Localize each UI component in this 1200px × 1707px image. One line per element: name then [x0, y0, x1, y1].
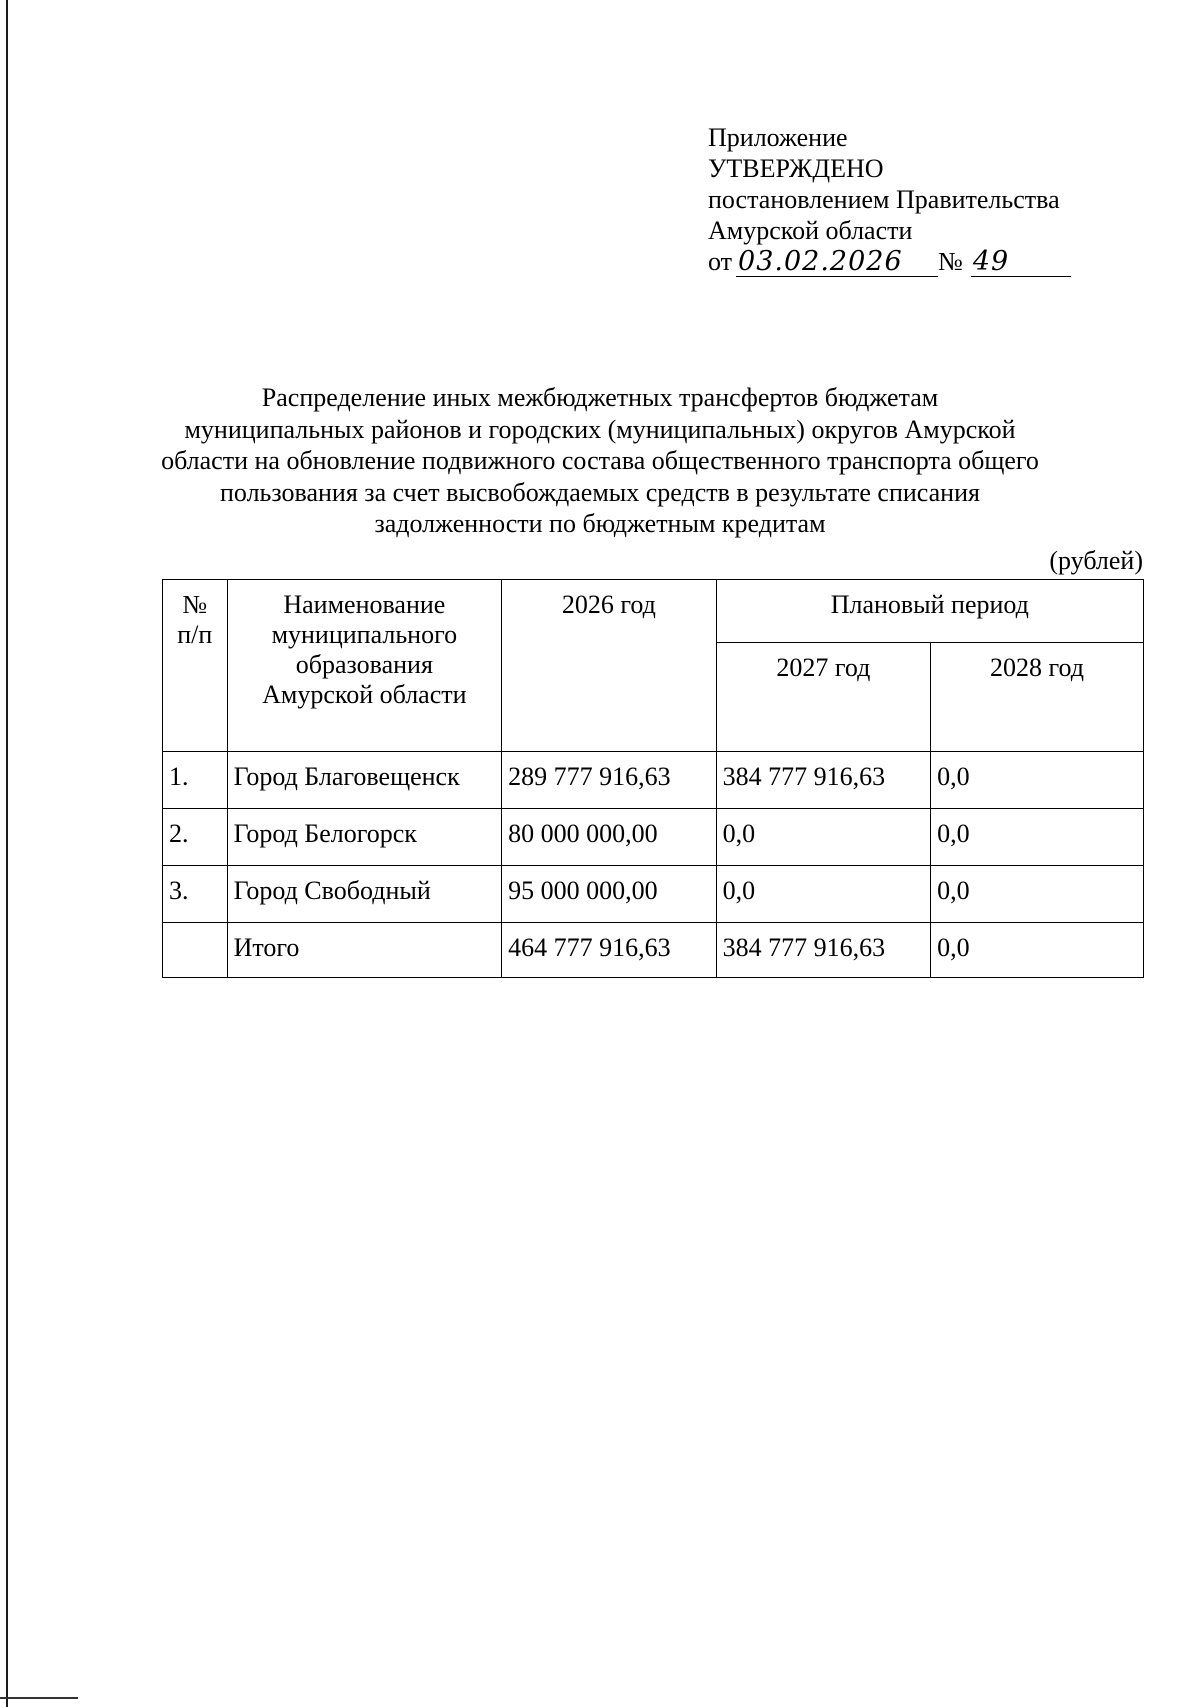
cell-2026: 80 000 000,00	[502, 809, 716, 866]
header-municipality-line: муниципального	[271, 620, 458, 649]
handwritten-number: 49	[971, 248, 1071, 277]
title-line: пользования за счет высвобождаемых средств в результате списания	[220, 477, 980, 507]
approval-block	[708, 122, 1071, 277]
header-municipality-line: Наименование	[283, 590, 446, 619]
cell-municipality: Город Белогорск	[227, 809, 502, 866]
cell-total-2028: 0,0	[931, 923, 1144, 978]
header-municipality-line: образования	[295, 650, 433, 679]
cell-2028: 0,0	[931, 809, 1144, 866]
header-year-2027: 2027 год	[716, 643, 930, 752]
approval-from-prefix: от	[708, 247, 733, 276]
cell-number: 2.	[163, 809, 228, 866]
table-row	[163, 809, 1144, 866]
scan-footer-mark	[0, 1697, 78, 1699]
cell-2027: 0,0	[716, 866, 930, 923]
unit-label: (рублей)	[1049, 546, 1143, 575]
table-header-row	[163, 580, 1144, 643]
handwritten-date: 03.02.2026	[736, 248, 938, 277]
table-row	[163, 866, 1144, 923]
header-planned-period: Плановый период	[716, 580, 1143, 643]
header-year-2028: 2028 год	[931, 643, 1144, 752]
header-number	[163, 580, 228, 752]
cell-number: 1.	[163, 752, 228, 809]
document-title	[150, 382, 1050, 540]
title-line: муниципальных районов и городских (муниципальных) округов Амурской	[184, 414, 1016, 444]
title-line: Распределение иных межбюджетных трансфертов бюджетам	[261, 383, 939, 412]
table-row	[163, 752, 1144, 809]
cell-2026: 95 000 000,00	[502, 866, 716, 923]
header-municipality	[227, 580, 502, 752]
cell-2028: 0,0	[931, 752, 1144, 809]
header-year-2026: 2026 год	[502, 580, 716, 752]
scan-page-edge	[6, 0, 8, 1707]
cell-municipality: Город Благовещенск	[227, 752, 502, 809]
approval-appendix-label: Приложение	[708, 123, 848, 152]
number-sign: №	[938, 247, 963, 276]
cell-total-2026: 464 777 916,63	[502, 923, 716, 978]
header-number-line: №	[182, 590, 208, 619]
cell-2027: 0,0	[716, 809, 930, 866]
cell-total-2027: 384 777 916,63	[716, 923, 930, 978]
title-line: задолженности по бюджетным кредитам	[374, 509, 826, 538]
cell-2027: 384 777 916,63	[716, 752, 930, 809]
approval-reference-line	[708, 246, 1071, 277]
approval-region-label: Амурской области	[708, 216, 913, 245]
cell-total-label: Итого	[227, 923, 502, 978]
cell-number: 3.	[163, 866, 228, 923]
cell-2026: 289 777 916,63	[502, 752, 716, 809]
allocation-table	[162, 579, 1144, 978]
cell-2028: 0,0	[931, 866, 1144, 923]
table-total-row	[163, 923, 1144, 978]
cell-number	[163, 923, 228, 978]
header-number-line: п/п	[177, 620, 213, 649]
approval-approved-label: УТВЕРЖДЕНО	[708, 154, 884, 183]
header-municipality-line: Амурской области	[262, 680, 467, 709]
approval-resolution-label: постановлением Правительства	[708, 185, 1060, 214]
title-line: области на обновление подвижного состава общественного транспорта общего	[161, 446, 1039, 475]
cell-municipality: Город Свободный	[227, 866, 502, 923]
